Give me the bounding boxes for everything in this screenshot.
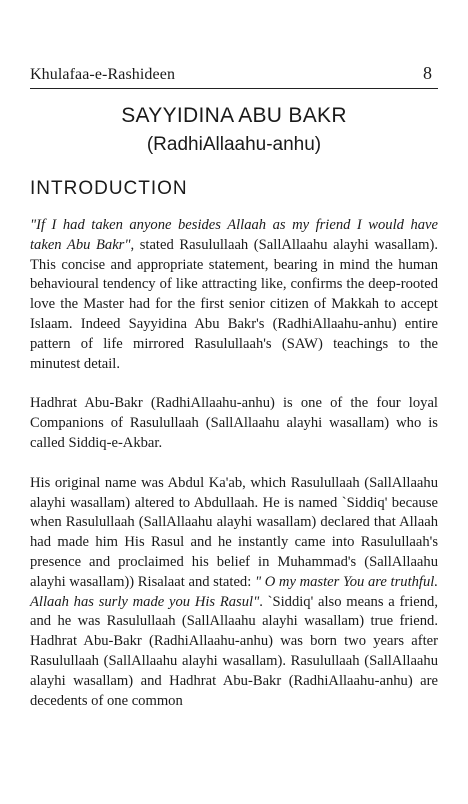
chapter-title: SAYYIDINA ABU BAKR [121,104,347,127]
paragraph-1-text: , stated Rasulullaah (SallAllaahu alayhi wasallam). This concise and appropriate statement, bearing in mind the human behavioural tendency of like attracting like, confirms the deep-rooted love the Master had for the first senior citizen of Makkah to accept Islaam. Indeed Sayyidina Abu Bakr's (RadhiAllaahu-anhu) entire pattern of life mirrored Rasulullaah's (SAW) teachings to the minutest detail. [30,236,438,372]
paragraph-3 [30,474,438,712]
paragraph-3-quote: " O my master You are truthful. Allaah has surly made you His Rasul" [30,573,438,610]
paragraph-2 [30,394,438,453]
paragraph-3-text-after: . `Siddiq' also means a friend, and he was Rasulullaah (SallAllaahu alayhi wasallam) true friend. Hadhrat Abu-Bakr (RadhiAllaahu-anhu) was born two years after Rasulullaah (SallAllaahu alayhi wasallam). Rasulullaah (SallAllaahu alayhi wasallam) and Hadhrat Abu-Bakr (RadhiAllaahu-anhu) are decedents of one common [30,593,438,709]
chapter-subtitle: (RadhiAllaahu-anhu) [146,134,322,155]
section-heading: INTRODUCTION [30,178,188,199]
running-header [30,63,438,89]
book-title: Khulafaa-e-Rashideen [30,66,176,83]
paragraph-1-quote: "If I had taken anyone besides Allaah as my friend I would have taken Abu Bakr" [30,217,438,253]
paragraph-3-text-before: His original name was Abdul Ka'ab, which Rasulullaah (SallAllaahu alayhi wasallam) altered to Abdullaah. He is named `Siddiq' because when Rasulullaah (SallAllaahu alayhi wasallam) declared that Allaah had made him His Rasul and he instantly came into Rasulullaah's presence and proclaimed his belief in Muhammad's (SallAllaahu alayhi wasallam)) Risalaat and stated: [30,474,438,590]
paragraph-2-text: Hadhrat Abu-Bakr (RadhiAllaahu-anhu) is one of the four loyal Companions of Rasulullaah (SallAllaahu alayhi wasallam) who is called Siddiq-e-Akbar. [30,395,438,451]
page-number: 8 [423,63,432,83]
body-text [30,216,438,711]
paragraph-1 [30,216,438,374]
